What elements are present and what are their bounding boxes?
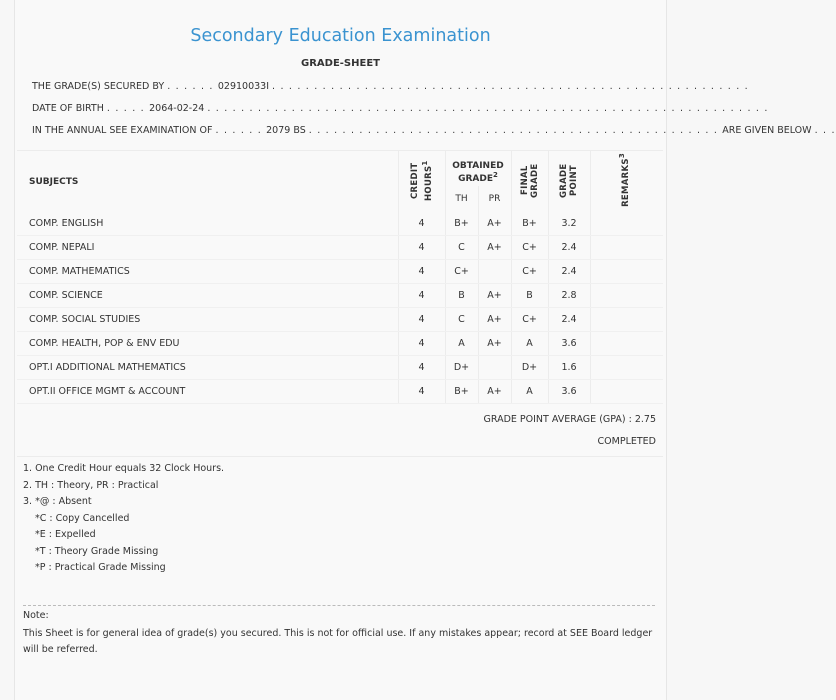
credit-hours-cell: 4 [398,332,445,356]
final-grade-cell: D+ [511,356,548,380]
footnote-expelled: *E : Expelled [35,529,96,540]
subject-cell: COMP. ENGLISH [17,212,398,236]
subject-cell: COMP. SOCIAL STUDIES [17,308,398,332]
footnote-practical-missing: *P : Practical Grade Missing [35,562,166,573]
final-grade-cell: C+ [511,236,548,260]
pr-grade-cell: A+ [478,380,511,404]
remarks-cell [590,332,663,356]
footnote-1: 1. One Credit Hour equals 32 Clock Hours. [23,463,225,474]
th-grade-cell: A [445,332,478,356]
grade-point-cell: 2.8 [548,284,590,308]
th-grade-cell: B [445,284,478,308]
final-grade-header: FINAL GRADE [511,151,548,213]
grade-point-cell: 2.4 [548,260,590,284]
note-title: Note: [23,610,49,621]
th-header: TH [445,186,478,212]
divider [17,456,663,457]
footnote-copy-cancelled: *C : Copy Cancelled [35,512,130,524]
pr-grade-cell: A+ [478,212,511,236]
final-grade-cell: A [511,380,548,404]
pr-grade-cell: A+ [478,308,511,332]
th-grade-cell: C [445,308,478,332]
pr-grade-cell [478,260,511,284]
table-row [17,212,663,236]
dashed-divider [23,605,655,606]
obtained-grade-header: OBTAINED GRADE$^2$ [445,151,511,187]
credit-hours-cell: 4 [398,260,445,284]
grade-point-cell: 2.4 [548,308,590,332]
remarks-header: REMARKS$^3$ [590,151,663,213]
gpa-value: 2.75 [634,414,656,425]
subject-cell: OPT.I ADDITIONAL MATHEMATICS [17,356,398,380]
remarks-cell [590,380,663,404]
remarks-cell [590,356,663,380]
table-row [17,284,663,308]
credit-hours-cell: 4 [398,236,445,260]
result-status: COMPLETED [597,436,656,447]
dob-label: DATE OF BIRTH [32,103,104,114]
grade-point-header: GRADE POINT [548,151,590,213]
table-row [17,356,663,380]
grade-point-cell: 1.6 [548,356,590,380]
page-title: Secondary Education Examination [190,26,491,46]
th-grade-cell: B+ [445,212,478,236]
final-grade-cell: C+ [511,308,548,332]
subject-cell: COMP. HEALTH, POP & ENV EDU [17,332,398,356]
subjects-header: SUBJECTS [17,151,398,213]
gpa-label: GRADE POINT AVERAGE (GPA) : [483,414,632,425]
final-grade-cell: B+ [511,212,548,236]
exam-year: 2079 BS [266,125,306,136]
remarks-cell [590,284,663,308]
remarks-cell [590,236,663,260]
table-row [17,260,663,284]
table-row [17,236,663,260]
page-subtitle: GRADE-SHEET [301,58,380,69]
secured-by-line: THE GRADE(S) SECURED BY . . . . . . 02910033I . . . . . . . . . . . . . . . . . . . . . . . . . . . . . . . . . . . . . . . . . . . . . . . . . . . . . . . . . [32,81,749,92]
subject-cell: OPT.II OFFICE MGMT & ACCOUNT [17,380,398,404]
final-grade-cell: C+ [511,260,548,284]
note-text: This Sheet is for general idea of grade(s) you secured. This is not for official use. If any mistakes appear; record at SEE Board ledger will be referred. [23,628,653,655]
given-below-label: ARE GIVEN BELOW [722,125,812,136]
remarks-cell [590,212,663,236]
exam-label: IN THE ANNUAL SEE EXAMINATION OF [32,125,213,136]
subject-cell: COMP. SCIENCE [17,284,398,308]
table-row [17,332,663,356]
grade-point-cell: 2.4 [548,236,590,260]
final-grade-cell: B [511,284,548,308]
credit-hours-cell: 4 [398,380,445,404]
table-row [17,380,663,404]
pr-grade-cell: A+ [478,236,511,260]
pr-header: PR [478,186,511,212]
footnotes [23,461,224,577]
subject-cell: COMP. MATHEMATICS [17,260,398,284]
grade-point-cell: 3.2 [548,212,590,236]
grade-sheet [14,0,836,700]
exam-line: IN THE ANNUAL SEE EXAMINATION OF . . . . . . 2079 BS . . . . . . . . . . . . . . . . . . . . . . . . . . . . . . . . . . . . . . . . . . . . . . . . . ARE GIVEN BELOW . . . [32,125,836,136]
th-grade-cell: B+ [445,380,478,404]
footnote-theory-missing: *T : Theory Grade Missing [35,545,159,557]
remarks-cell [590,308,663,332]
credit-hours-cell: 4 [398,308,445,332]
th-grade-cell: C [445,236,478,260]
footnote-2: 2. TH : Theory, PR : Practical [23,479,159,491]
credit-hours-cell: 4 [398,284,445,308]
grade-point-cell: 3.6 [548,380,590,404]
table-row [17,308,663,332]
grade-table [17,150,663,404]
credit-hours-header: CREDIT HOURS$^1$ [398,151,445,213]
pr-grade-cell: A+ [478,284,511,308]
subject-cell: COMP. NEPALI [17,236,398,260]
credit-hours-cell: 4 [398,212,445,236]
dob-value: 2064-02-24 [149,103,205,114]
remarks-cell [590,260,663,284]
footnote-3: 3. *@ : Absent [23,496,92,507]
dob-line: DATE OF BIRTH . . . . . 2064-02-24 . . . . . . . . . . . . . . . . . . . . . . . . . . . . . . . . . . . . . . . . . . . . . . . . . . . . . . . . . . . . . . . . . . . [32,103,769,114]
pr-grade-cell: A+ [478,332,511,356]
pr-grade-cell [478,356,511,380]
gpa-line [484,414,656,425]
th-grade-cell: D+ [445,356,478,380]
final-grade-cell: A [511,332,548,356]
secured-by-label: THE GRADE(S) SECURED BY [32,81,165,92]
symbol-number: 02910033I [217,81,270,92]
credit-hours-cell: 4 [398,356,445,380]
th-grade-cell: C+ [445,260,478,284]
grade-point-cell: 3.6 [548,332,590,356]
